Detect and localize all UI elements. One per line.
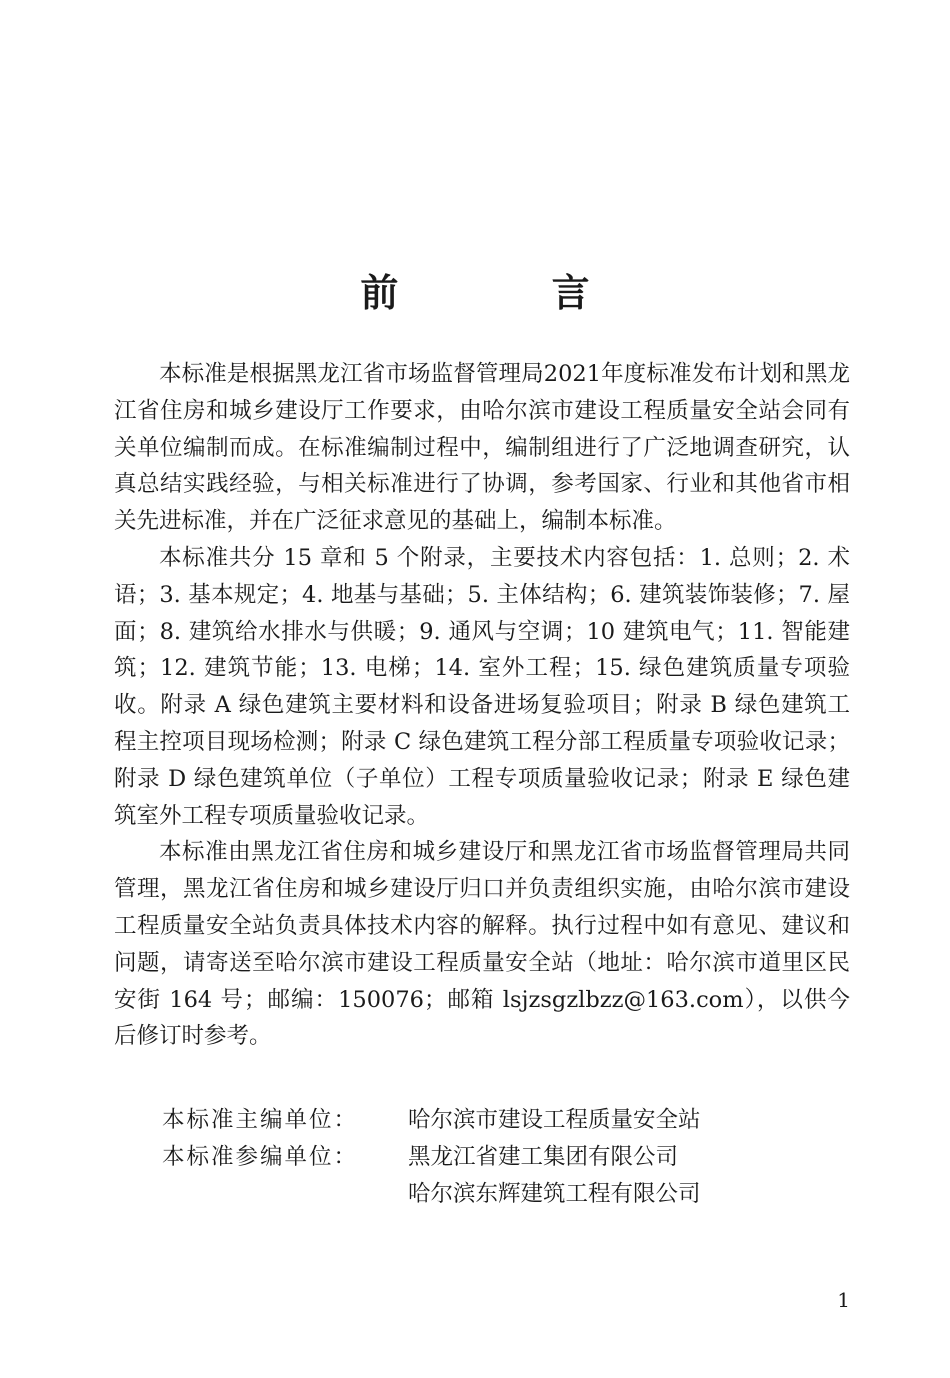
units-section: [162, 1102, 701, 1212]
participating-units-label: 本标准参编单位：: [162, 1143, 359, 1170]
participating-unit-item: 黑龙江省建工集团有限公司: [408, 1143, 679, 1170]
chief-unit-row: [162, 1102, 701, 1139]
participating-units-list: [408, 1139, 701, 1213]
participating-units-row: [162, 1139, 701, 1213]
preface-body: [114, 356, 850, 1055]
page-title: 前 言: [360, 271, 660, 315]
paragraph-background: 本标准是根据黑龙江省市场监督管理局2021年度标准发布计划和黑龙江省住房和城乡建设厅工作要求，由哈尔滨市建设工程质量安全站会同有关单位编制而成。在标准编制过程中，编制组进行了广泛地调查研究，认真总结实践经验，与相关标准进行了协调，参考国家、行业和其他省市相关先进标准，并在广泛征求意见的基础上，编制本标准。: [114, 361, 850, 535]
chief-unit-label: 本标准主编单位：: [162, 1107, 359, 1133]
paragraph-management: 本标准由黑龙江省住房和城乡建设厅和黑龙江省市场监督管理局共同管理，黑龙江省住房和城乡建设厅归口并负责组织实施，由哈尔滨市建设工程质量安全站负责具体技术内容的解释。执行过程中如有意见、建议和问题，请寄送至哈尔滨市建设工程质量安全站（地址：哈尔滨市道里区民安街 164 号；邮编：150076；邮箱 lsjzsgzlbzz@163.com），以供今后修订时参考。: [114, 839, 850, 1050]
participating-unit-item: 哈尔滨东辉建筑工程有限公司: [408, 1180, 701, 1207]
chief-unit-value: 哈尔滨市建设工程质量安全站: [408, 1107, 701, 1133]
paragraph-contents: 本标准共分 15 章和 5 个附录，主要技术内容包括：1. 总则；2. 术语；3. 基本规定；4. 地基与基础；5. 主体结构；6. 建筑装饰装修；7. 屋面；8. 建筑给水排水与供暖；9. 通风与空调；10 建筑电气；11. 智能建筑；12. 建筑节能；13. 电梯；14. 室外工程；15. 绿色建筑质量专项验收。附录 A 绿色建筑主要材料和设备进场复验项目；附录 B 绿色建筑工程主控项目现场检测；附录 C 绿色建筑工程分部工程质量专项验收记录；附录 D 绿色建筑单位（子单位）工程专项质量验收记录；附录 E 绿色建筑室外工程专项质量验收记录。: [114, 544, 850, 829]
page-number: 1: [837, 1288, 850, 1312]
